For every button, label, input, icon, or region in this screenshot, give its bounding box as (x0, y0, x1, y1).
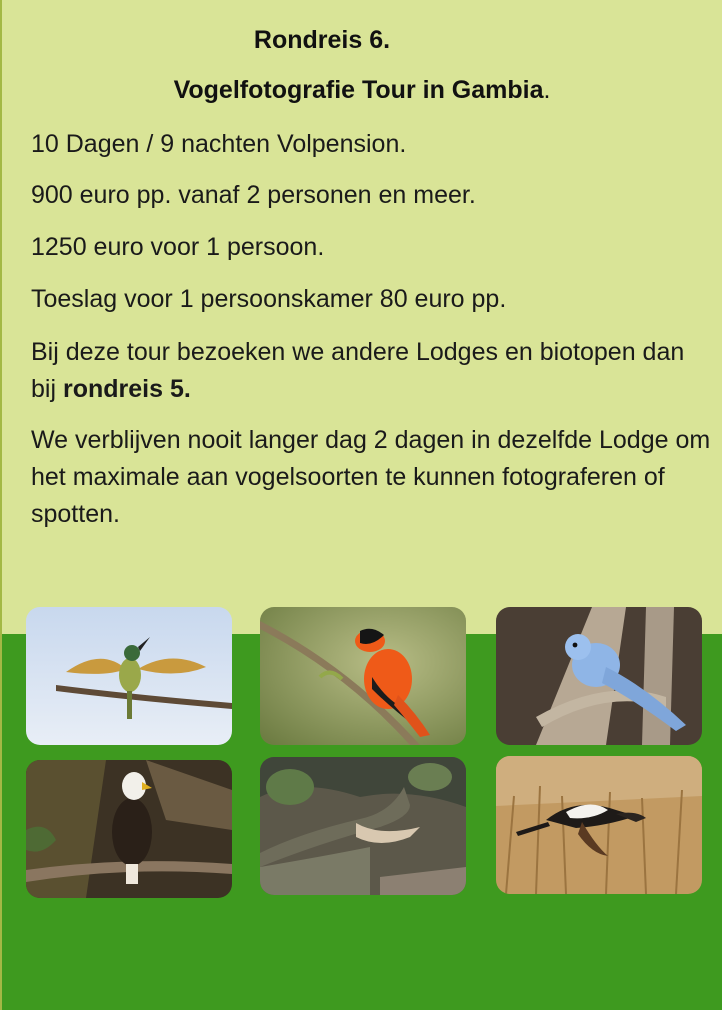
price-group-text: 900 euro pp. vanaf 2 personen en meer. (31, 181, 476, 209)
lodges-text (31, 334, 711, 408)
duration-text: 10 Dagen / 9 nachten Volpension. (31, 130, 407, 158)
photo-blue-flycatcher (496, 607, 702, 745)
price-single-text: 1250 euro voor 1 persoon. (31, 233, 325, 261)
lodges-text-prefix: Bij deze tour bezoeken we andere Lodges en biotopen dan bij (31, 338, 685, 403)
photo-crocodile (260, 757, 466, 895)
photo-crowned-crane (496, 756, 702, 894)
single-room-text: Toeslag voor 1 persoonskamer 80 euro pp. (31, 285, 507, 313)
lodges-text-bold: rondreis 5. (62, 375, 191, 403)
tour-title-text: Vogelfotografie Tour in Gambia (173, 76, 544, 104)
tour-title (2, 76, 722, 105)
tour-title-suffix: . (543, 76, 551, 104)
tour-number-title: Rondreis 6. (253, 26, 391, 54)
photo-red-bishop (260, 607, 466, 745)
stay-text: We verblijven nooit langer dag 2 dagen in dezelfde Lodge om het maximale aan vogelsoorten te kunnen fotograferen of spotten. (31, 426, 711, 528)
photo-fish-eagle (26, 760, 232, 898)
photo-bee-eater (26, 607, 232, 745)
